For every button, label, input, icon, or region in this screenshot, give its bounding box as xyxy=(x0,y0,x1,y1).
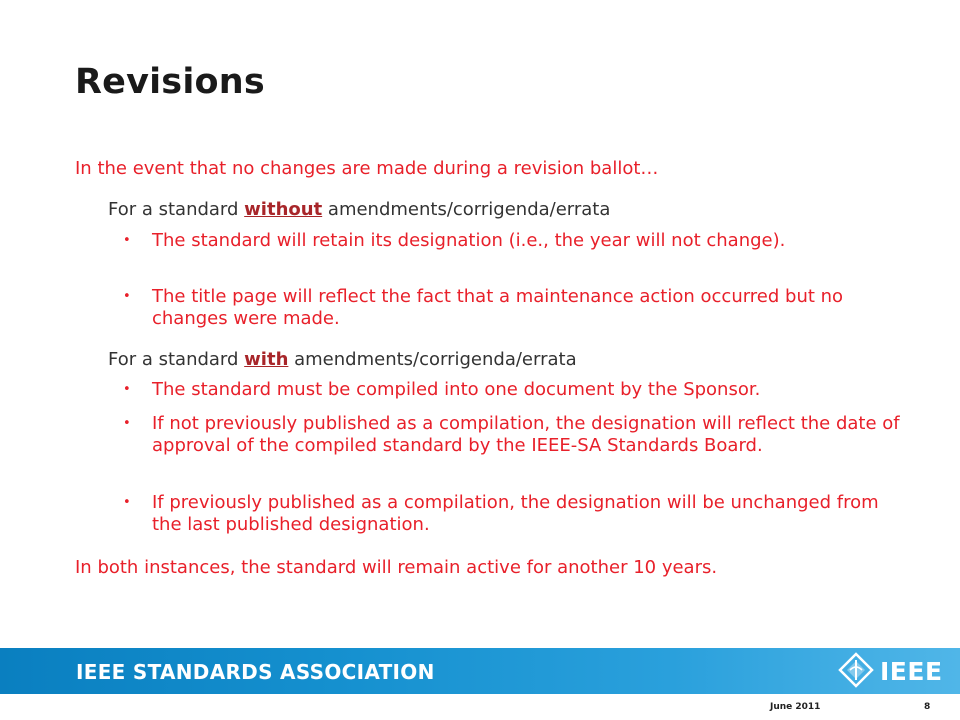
ieee-wordmark: IEEE xyxy=(880,657,943,686)
subheading-prefix: For a standard xyxy=(108,199,245,220)
slide-title: Revisions xyxy=(75,62,265,102)
bullet-item xyxy=(123,379,913,401)
subheading-with xyxy=(108,348,577,372)
bullet-text: If not previously published as a compilation, the designation will reflect the date of approval of the compiled standard by the IEEE-SA Standards Board. xyxy=(152,413,900,456)
subheading-emphasis: without xyxy=(244,199,323,220)
bullet-text: If previously published as a compilation, the designation will be unchanged from the last published designation. xyxy=(152,492,879,535)
page-number: 8 xyxy=(924,702,931,712)
bullet-icon: • xyxy=(123,495,131,510)
footer-date: June 2011 xyxy=(770,702,821,712)
subheading-suffix: amendments/corrigenda/errata xyxy=(288,349,577,370)
bullet-icon: • xyxy=(123,382,131,397)
subheading-emphasis: with xyxy=(244,349,289,370)
subheading-suffix: amendments/corrigenda/errata xyxy=(322,199,611,220)
brand-wordmark: IEEE STANDARDS ASSOCIATION xyxy=(76,660,435,684)
intro-text: In the event that no changes are made during a revision ballot… xyxy=(75,158,659,179)
bullet-text: The title page will reflect the fact that a maintenance action occurred but no changes were made. xyxy=(152,286,844,329)
bullet-icon: • xyxy=(123,233,131,248)
bullet-item xyxy=(123,286,913,330)
bullet-text: The standard will retain its designation (i.e., the year will not change). xyxy=(152,230,786,251)
subheading-without xyxy=(108,198,610,222)
bullet-icon: • xyxy=(123,289,131,304)
bullet-item xyxy=(123,492,913,536)
subheading-prefix: For a standard xyxy=(108,349,245,370)
bullet-item xyxy=(123,230,913,252)
bullet-item xyxy=(123,413,913,457)
conclusion-text: In both instances, the standard will remain active for another 10 years. xyxy=(75,557,718,578)
bullet-text: The standard must be compiled into one document by the Sponsor. xyxy=(152,379,761,400)
ieee-diamond-icon xyxy=(836,652,876,688)
bullet-icon: • xyxy=(123,416,131,431)
